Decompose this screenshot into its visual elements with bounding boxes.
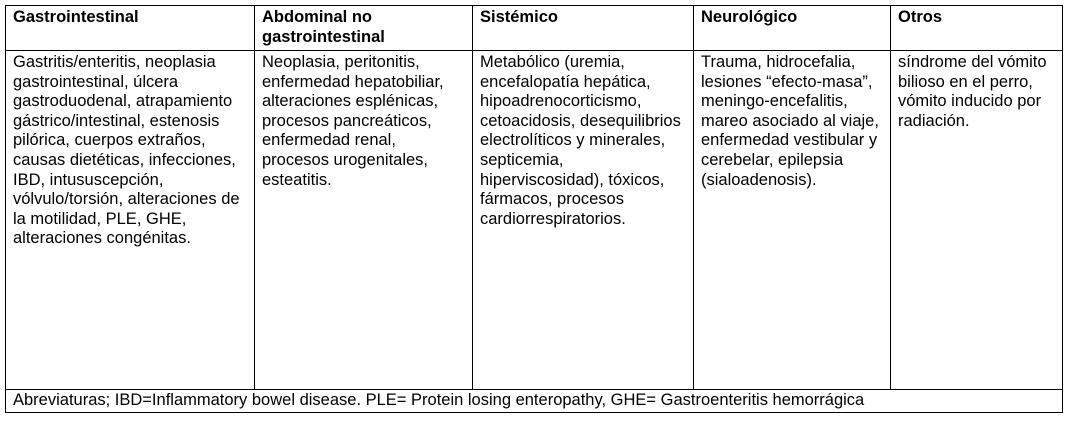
table-header-row bbox=[6, 6, 1063, 51]
header-otros: Otros bbox=[891, 6, 1063, 51]
header-gastrointestinal: Gastrointestinal bbox=[6, 6, 255, 51]
header-neurologico: Neurológico bbox=[694, 6, 891, 51]
causes-table bbox=[5, 5, 1063, 413]
table-row bbox=[6, 51, 1063, 390]
cell-neurologico: Trauma, hidrocefalia, lesiones “efecto-masa”, meningo-encefalitis, mareo asociado al viaje, enfermedad vestibular y cerebelar, epilepsia (sialoadenosis). bbox=[694, 51, 891, 390]
abbreviations-footnote: Abreviaturas; IBD=Inflammatory bowel disease. PLE= Protein losing enteropathy, GHE= Gastroenteritis hemorrágica bbox=[6, 390, 1063, 413]
header-abdominal-no-gastrointestinal: Abdominal no gastrointestinal bbox=[255, 6, 473, 51]
cell-otros: síndrome del vómito bilioso en el perro, vómito inducido por radiación. bbox=[891, 51, 1063, 390]
cell-abdominal-no-gastrointestinal: Neoplasia, peritonitis, enfermedad hepatobiliar, alteraciones esplénicas, procesos pancreáticos, enfermedad renal, procesos urogenitales, esteatitis. bbox=[255, 51, 473, 390]
header-sistemico: Sistémico bbox=[473, 6, 694, 51]
cell-sistemico: Metabólico (uremia, encefalopatía hepática, hipoadrenocorticismo, cetoacidosis, desequilibrios electrolíticos y minerales, septicemia, hiperviscosidad), tóxicos, fármacos, procesos cardiorrespiratorios. bbox=[473, 51, 694, 390]
cell-gastrointestinal: Gastritis/enteritis, neoplasia gastrointestinal, úlcera gastroduodenal, atrapamiento gástrico/intestinal, estenosis pilórica, cuerpos extraños, causas dietéticas, infecciones, IBD, intususcepción, vólvulo/torsión, alteraciones de la motilidad, PLE, GHE, alteraciones congénitas. bbox=[6, 51, 255, 390]
footnote-row bbox=[6, 390, 1063, 413]
